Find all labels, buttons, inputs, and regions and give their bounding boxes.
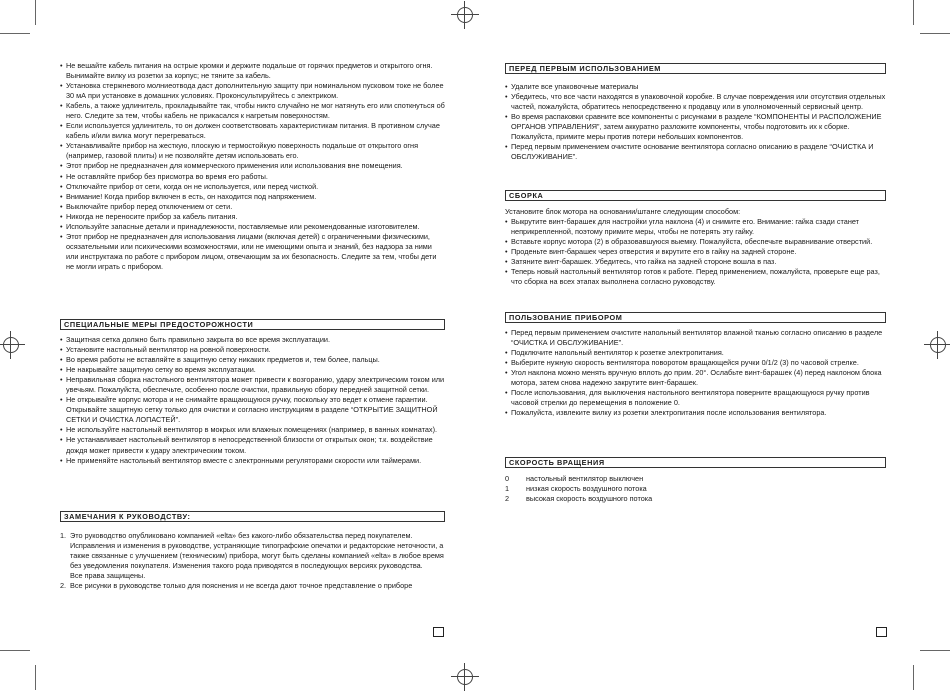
list-item: • Не оставляйте прибор без присмотра во время его работы.: [60, 172, 445, 182]
list-item: • Устанавливайте прибор на жесткую, плоскую и термостойкую поверхность подальше от открытого огня (например, газовой плиты) и не позволяйте детям использовать его.: [60, 141, 445, 161]
usage-list: [505, 328, 886, 418]
speed-heading: СКОРОСТЬ ВРАЩЕНИЯ: [505, 457, 886, 468]
list-item: • Если используется удлинитель, то он должен соответствовать характеристикам питания. В противном случае кабель и/или вилка могут перегреваться.: [60, 121, 445, 141]
speed-level: 0: [505, 474, 510, 483]
speed-description: настольный вентилятор выключен: [526, 474, 644, 483]
list-item: • Выключайте прибор перед отключением от сети.: [60, 202, 445, 212]
list-item: • Перед первым применением очистите основание вентилятора согласно описанию в разделе “ОЧИСТКА И ОБСЛУЖИВАНИЕ”.: [505, 142, 886, 162]
list-item: • Выкрутите винт-барашек для настройки угла наклона (4) и снимите его. Внимание: гайка сзади станет неприкрепленной, поэтому примите меры, чтобы не потерять эту гайку.: [505, 217, 886, 237]
first-use-list: [505, 82, 886, 162]
crop-mark: [0, 33, 30, 34]
list-item: • Не используйте настольный вентилятор в мокрых или влажных помещениях (например, в ванных комнатах).: [60, 425, 445, 435]
numbered-note: 2. Все рисунки в руководстве только для пояснения и не всегда дают точное представление о приборе: [60, 581, 445, 591]
safety-list: [60, 61, 445, 272]
page-number-box-right: [876, 627, 887, 637]
special-precautions-heading: СПЕЦИАЛЬНЫЕ МЕРЫ ПРЕДОСТОРОЖНОСТИ: [60, 319, 445, 330]
assembly-heading: СБОРКА: [505, 190, 886, 201]
list-item: • Проденьте винт-барашек через отверстия и вкрутите его в гайку на задней стороне.: [505, 247, 886, 257]
list-item: • Выберите нужную скорость вентилятора поворотом вращающейся ручки 0/1/2 (3) по часовой стрелке.: [505, 358, 886, 368]
list-item: • Пожалуйста, извлеките вилку из розетки электропитания после использования вентилятора.: [505, 408, 886, 418]
list-item: • Этот прибор не предназначен для коммерческого применения или использования вне помещения.: [60, 161, 445, 171]
list-item: • Внимание! Когда прибор включен в есть, он находится под напряжением.: [60, 192, 445, 202]
list-item: • После использования, для выключения настольного вентилятора поверните вращающуюся ручку против часовой стрелки до перемещения в положение 0.: [505, 388, 886, 408]
list-item: • Неправильная сборка настольного вентилятора может привести к возгоранию, удару электрическим током или увечьям. Пожалуйста, обеспечьте, особенно после очистки, правильную сборку передней защитной сетки.: [60, 375, 445, 395]
crop-mark: [913, 665, 914, 690]
speed-description: высокая скорость воздушного потока: [526, 494, 653, 503]
list-item: • Установка стержневого молниеотвода даст дополнительную защиту при номинальном пусковом токе не более 30 мА при установке в домашних условиях. Проконсультируйтесь с электриком.: [60, 81, 445, 101]
registration-mark-left: [0, 334, 22, 356]
list-item: • Не устанавливает настольный вентилятор в непосредственной близости от открытых окон; т.к. воздействие дождя может привести к удару электрическим током.: [60, 435, 445, 455]
speed-level: 1: [505, 484, 510, 493]
usage-heading: ПОЛЬЗОВАНИЕ ПРИБОРОМ: [505, 312, 886, 323]
list-item: • Не открывайте корпус мотора и не снимайте вращающуюся ручку, поскольку это ведет к отмене гарантии. Открывайте защитную сетку только для очистки и согласно инструкциям в разделе “ОТКРЫТИЕ ЗАЩИТНОЙ СЕТКИ И ОЧИСТКА ЛОПАСТЕЙ”.: [60, 395, 445, 425]
crop-mark: [35, 665, 36, 690]
crop-mark: [35, 0, 36, 25]
list-item: • Отключайте прибор от сети, когда он не используется, или перед чисткой.: [60, 182, 445, 192]
list-item: • Убедитесь, что все части находятся в упаковочной коробке. В случае повреждения или отсутствия отдельных частей, пожалуйста, обратитесь непосредственно к продавцу или в уполномоченный сервисный центр.: [505, 92, 886, 112]
registration-mark-right: [927, 334, 949, 356]
speed-table: [505, 474, 886, 504]
list-item: • Перед первым применением очистите напольный вентилятор влажной тканью согласно описанию в разделе “ОЧИСТКА И ОБСЛУЖИВАНИЕ”.: [505, 328, 886, 348]
list-item: • Не накрывайте защитную сетку во время эксплуатации.: [60, 365, 445, 375]
special-precautions-list: [60, 335, 445, 466]
list-item: • Не применяйте настольный вентилятор вместе с электронными регуляторами скорости или таймерами.: [60, 456, 445, 466]
list-item: • Защитная сетка должно быть правильно закрыта во все время эксплуатации.: [60, 335, 445, 345]
assembly-section: [505, 207, 886, 287]
list-item: • Во время работы не вставляйте в защитную сетку никаких предметов и, тем более, пальцы.: [60, 355, 445, 365]
list-item: • Используйте запасные детали и принадлежности, поставляемые или рекомендованные изготовителем.: [60, 222, 445, 232]
speed-level: 2: [505, 494, 510, 503]
crop-mark: [0, 650, 30, 651]
page-number-box-left: [433, 627, 444, 637]
list-item: • Подключите напольный вентилятор к розетке электропитания.: [505, 348, 886, 358]
speed-row: [505, 474, 886, 484]
first-use-heading: ПЕРЕД ПЕРВЫМ ИСПОЛЬЗОВАНИЕМ: [505, 63, 886, 74]
manual-notes-heading: ЗАМЕЧАНИЯ К РУКОВОДСТВУ:: [60, 511, 445, 522]
speed-row: [505, 484, 886, 494]
list-item: • Кабель, а также удлинитель, прокладывайте так, чтобы никто случайно не мог натянуть его или споткнуться об него. Следите за тем, чтобы кабель не прикасался к нагретым поверхностям.: [60, 101, 445, 121]
list-item: • Не вешайте кабель питания на острые кромки и держите подальше от горячих предметов и открытого огня. Вынимайте вилку из розетки за корпус; не тяните за кабель.: [60, 61, 445, 81]
manual-notes-list: [60, 531, 445, 591]
registration-mark-bottom: [454, 666, 476, 688]
list-item: • Теперь новый настольный вентилятор готов к работе. Перед применением, пожалуйста, проверьте еще раз, что сборка на всех этапах выполнена согласно руководству.: [505, 267, 886, 287]
assembly-intro: Установите блок мотора на основании/штанге следующим способом:: [505, 207, 741, 216]
crop-mark: [913, 0, 914, 25]
list-item: • Установите настольный вентилятор на ровной поверхности.: [60, 345, 445, 355]
list-item: • Удалите все упаковочные материалы: [505, 82, 886, 92]
speed-row: [505, 494, 886, 504]
numbered-note: 1. Это руководство опубликовано компанией «elta» без какого-либо обязательства перед покупателем. Исправления и изменения в руководстве, устраняющие типографские опечатки и редакторские неточности, а также связанные с улучшением (техническим) прибора, могут быть сделаны компанией «elta» в любое время без уведомления покупателя. Изменения такого рода приводятся в последующих версиях руководства.: [60, 531, 445, 571]
list-item: • Затяните винт-барашек. Убедитесь, что гайка на задней стороне вошла в паз.: [505, 257, 886, 267]
list-item: • Никогда не переносите прибор за кабель питания.: [60, 212, 445, 222]
registration-mark-top: [454, 4, 476, 26]
list-item: • Вставьте корпус мотора (2) в образовавшуюся выемку. Пожалуйста, обеспечьте выравнивание отверстий.: [505, 237, 886, 247]
list-item: • Угол наклона можно менять вручную вплоть до прим. 20°. Ослабьте винт-барашек (4) перед наклоном блока мотора, затем снова надежно закрутите винт-барашек.: [505, 368, 886, 388]
speed-description: низкая скорость воздушного потока: [526, 484, 647, 493]
list-item: • Во время распаковки сравните все компоненты с рисунками в разделе “КОМПОНЕНТЫ И РАСПОЛОЖЕНИЕ ОРГАНОВ УПРАВЛЕНИЯ”, затем аккуратно разложите компоненты, чтобы подготовить их к сборке. Пожалуйста, примите меры против потери небольших компонентов.: [505, 112, 886, 142]
list-item: • Этот прибор не предназначен для использования лицами (включая детей) с ограниченными физическими, осязательными или психическими возможностями, или не имеющими опыта и знаний, без надзора за ними или инструктажа по работе с прибором лицом, отвечающим за их безопасность. Следите за тем, чтобы дети не могли играть с прибором.: [60, 232, 445, 272]
numbered-note: Все права защищены.: [70, 571, 146, 581]
crop-mark: [920, 33, 950, 34]
crop-mark: [920, 650, 950, 651]
